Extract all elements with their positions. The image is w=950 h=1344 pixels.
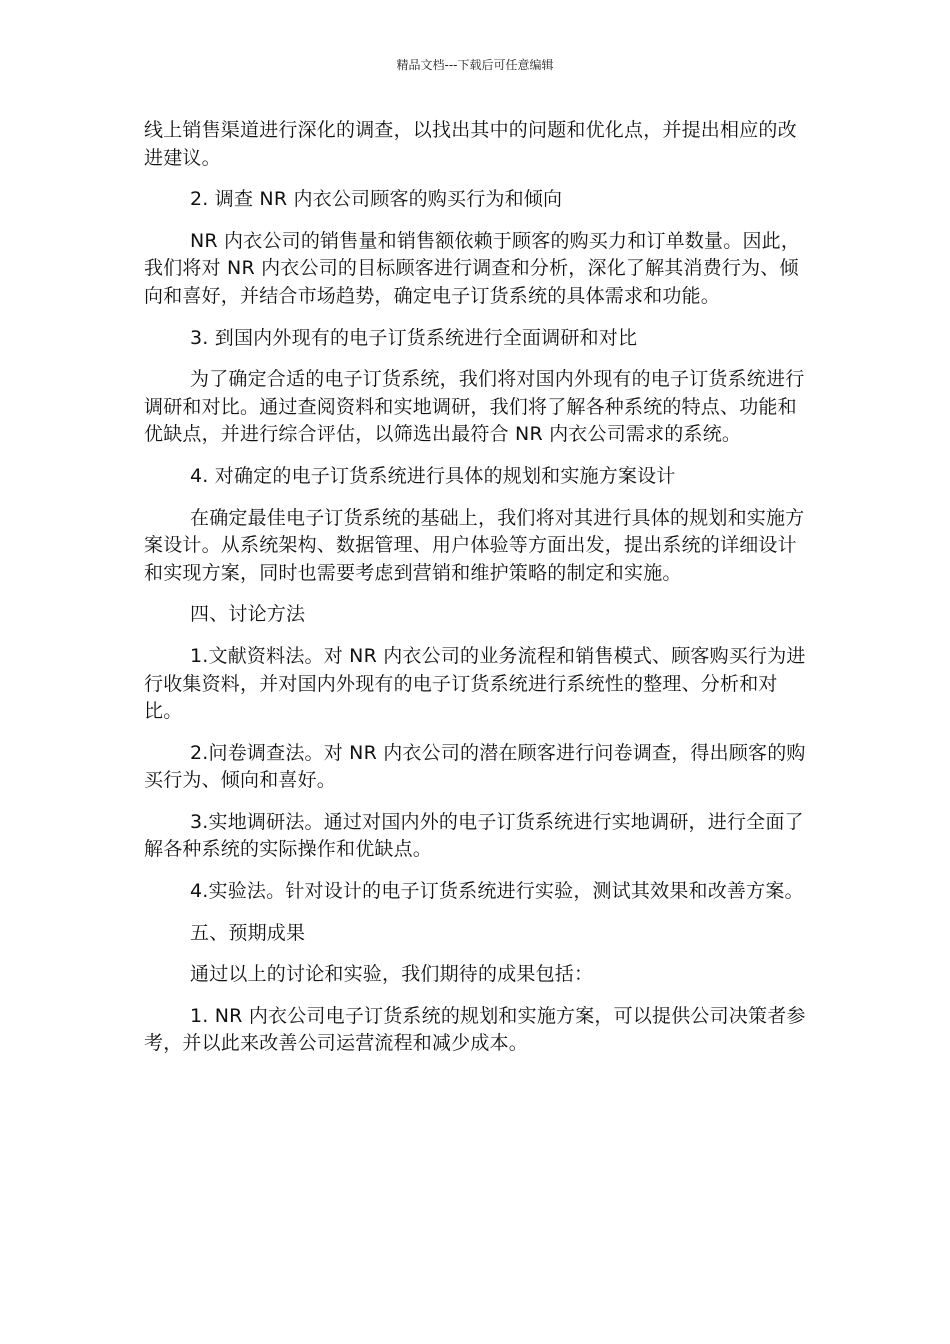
paragraph: 2.问卷调查法。对 NR 内衣公司的潜在顾客进行问卷调查，得出顾客的购买行为、倾向和喜好。 [144, 741, 806, 792]
paragraph: 4.实验法。针对设计的电子订货系统进行实验，测试其效果和改善方案。 [190, 880, 804, 903]
section-heading: 2. 调查 NR 内衣公司顾客的购买行为和倾向 [190, 188, 563, 211]
document-body [144, 117, 808, 1072]
page-header: 精品文档---下载后可任意编辑 [396, 58, 554, 72]
paragraph: 通过以上的讨论和实验，我们期待的成果包括： [190, 963, 594, 986]
section-heading: 五、预期成果 [190, 921, 306, 944]
section-heading: 四、讨论方法 [190, 603, 306, 626]
section-heading: 4. 对确定的电子订货系统进行具体的规划和实施方案设计 [190, 464, 676, 487]
paragraph: 在确定最佳电子订货系统的基础上，我们将对其进行具体的规划和实施方案设计。从系统架构、数据管理、用户体验等方面出发，提出系统的详细设计和实现方案，同时也需要考虑到营销和维护策略的制定和实施。 [144, 506, 805, 584]
paragraph: 线上销售渠道进行深化的调查，以找出其中的问题和优化点，并提出相应的改进建议。 [144, 119, 797, 169]
paragraph: NR 内衣公司的销售量和销售额依赖于顾客的购买力和订单数量。因此，我们将对 NR 内衣公司的目标顾客进行调查和分析，深化了解其消费行为、倾向和喜好，并结合市场趋势，确定电子订货系统的具体需求和功能。 [144, 229, 801, 307]
section-heading: 3. 到国内外现有的电子订货系统进行全面调研和对比 [190, 326, 638, 349]
paragraph: 1. NR 内衣公司电子订货系统的规划和实施方案，可以提供公司决策者参考，并以此来改善公司运营流程和减少成本。 [144, 1004, 806, 1055]
paragraph: 为了确定合适的电子订货系统，我们将对国内外现有的电子订货系统进行调研和对比。通过查阅资料和实地调研，我们将了解各种系统的特点、功能和优缺点，并进行综合评估，以筛选出最符合 NR 内衣公司需求的系统。 [144, 368, 805, 446]
paragraph: 1.文献资料法。对 NR 内衣公司的业务流程和销售模式、顾客购买行为进行收集资料，并对国内外现有的电子订货系统进行系统性的整理、分析和对比。 [144, 644, 806, 723]
paragraph: 3.实地调研法。通过对国内外的电子订货系统进行实地调研，进行全面了解各种系统的实际操作和优缺点。 [144, 810, 804, 861]
